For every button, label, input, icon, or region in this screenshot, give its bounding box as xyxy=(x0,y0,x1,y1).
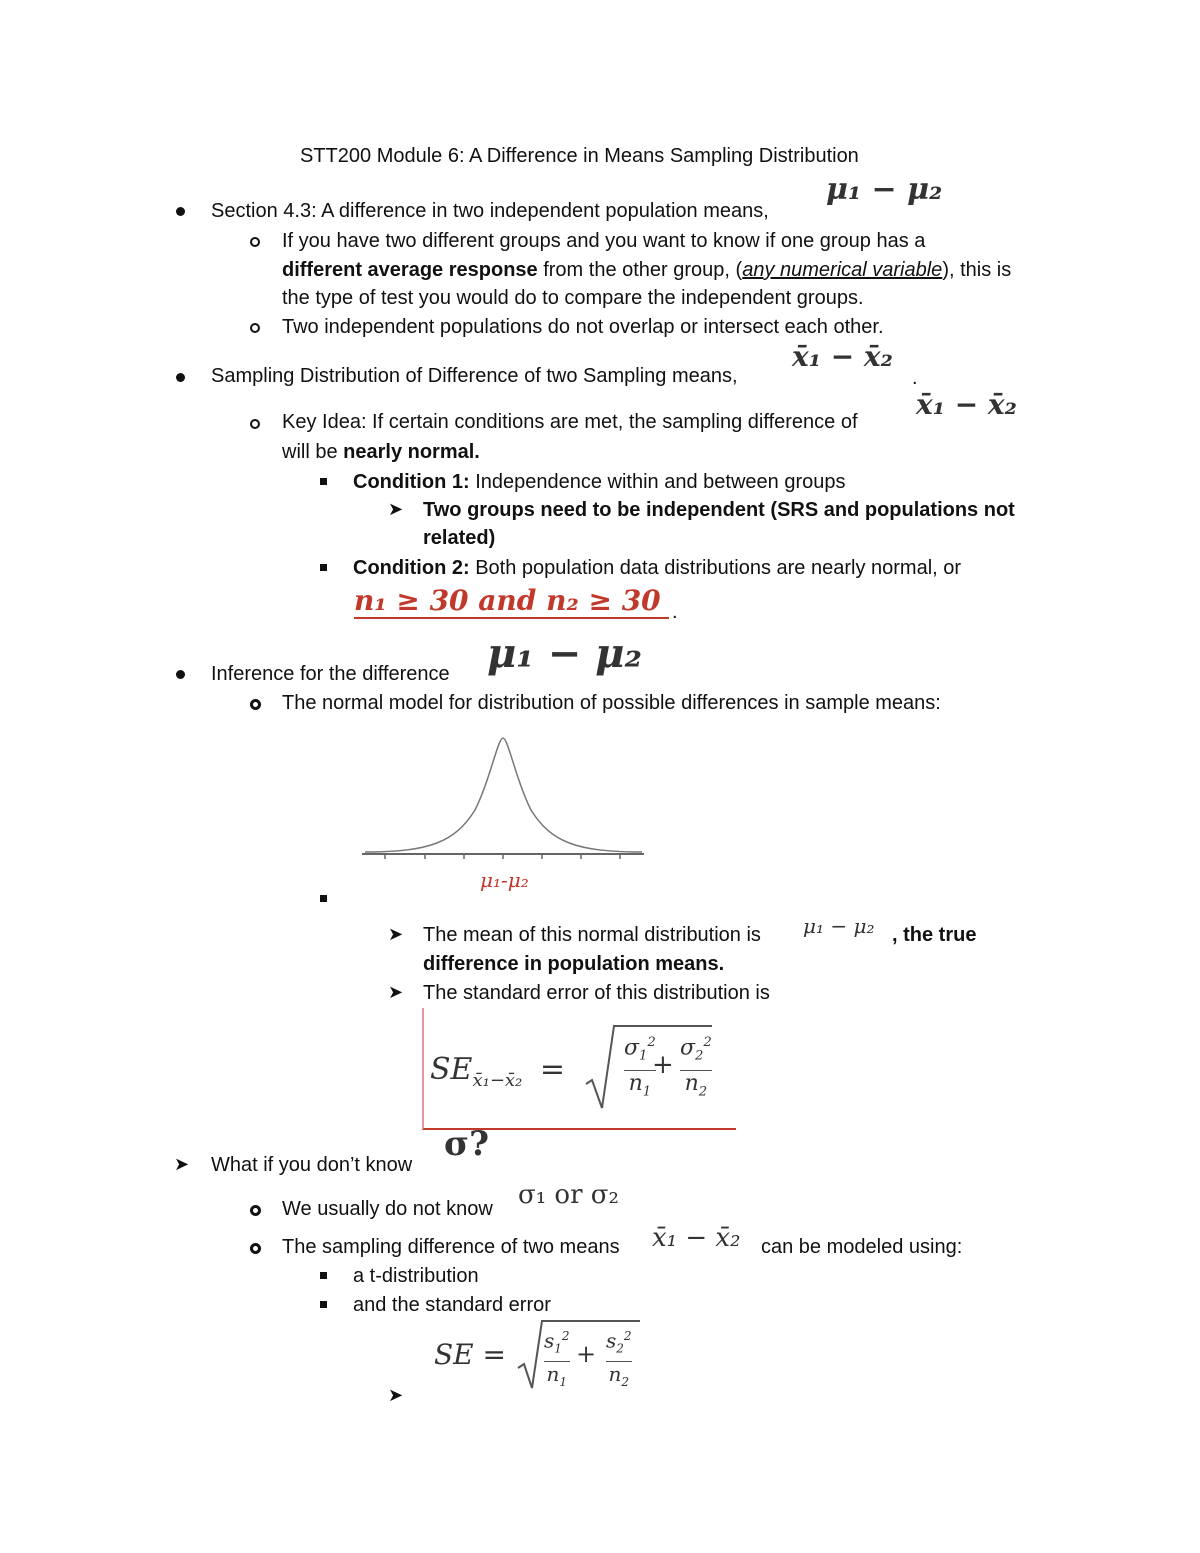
bullet xyxy=(176,207,185,216)
condition-2 xyxy=(353,554,961,582)
equals-sign: = xyxy=(539,1052,565,1087)
bullet-square xyxy=(320,478,327,485)
condition-1-detail-line1: Two groups need to be independent (SRS and populations not xyxy=(423,499,1015,521)
sampling-difference-text: The sampling difference of two means xyxy=(282,1236,620,1258)
bullet xyxy=(176,670,185,679)
nearly-normal-text: nearly normal. xyxy=(343,441,480,463)
bullet-square xyxy=(320,1272,327,1279)
se-label xyxy=(430,1052,565,1091)
xbar-difference-formula: x̄₁ − x̄₂ xyxy=(792,340,893,373)
modeled-using-text: can be modeled using: xyxy=(761,1236,963,1258)
se-subscript: x̄₁−x̄₂ xyxy=(472,1070,523,1091)
condition-2-text: Both population data distributions are nearly normal, or xyxy=(469,557,962,579)
sample-size-condition-formula: n₁ ≥ 30 and n₂ ≥ 30 xyxy=(354,584,669,619)
period: . xyxy=(672,601,678,623)
sampling-distribution-text: Sampling Distribution of Difference of two Sampling means, xyxy=(211,365,738,387)
different-average-response: different average response xyxy=(282,259,538,281)
se-formula-sigma xyxy=(422,1008,736,1130)
condition-1-text: Independence within and between groups xyxy=(469,471,846,493)
what-if-text: What if you don’t know xyxy=(211,1154,413,1176)
groups-text-end: ), this is xyxy=(942,259,1012,281)
plus-sign: + xyxy=(576,1340,597,1368)
bullet-circle xyxy=(250,419,260,429)
xbar-difference-formula: x̄₁ − x̄₂ xyxy=(916,388,1017,421)
plus-sign: + xyxy=(652,1050,674,1080)
se-symbol: SE xyxy=(430,1052,473,1087)
bullet-arrow: ➤ xyxy=(388,499,404,519)
normal-curve xyxy=(365,738,642,852)
mu-difference-formula: μ₁ − μ₂ xyxy=(803,914,875,938)
usually-not-know-text: We usually do not know xyxy=(282,1198,493,1220)
will-be-text: will be xyxy=(282,441,344,463)
condition-1-label: Condition 1: xyxy=(353,471,470,493)
normal-curve-figure xyxy=(360,730,650,865)
bullet-circle xyxy=(250,237,260,247)
mean-text: The mean of this normal distribution is xyxy=(423,924,761,946)
mean-line xyxy=(423,921,761,949)
condition-1 xyxy=(353,468,845,496)
bullet-circle xyxy=(250,1243,261,1254)
true-difference-text: , the true xyxy=(892,924,977,946)
sigma-pair: σ₁ or σ₂ xyxy=(518,1180,619,1210)
condition-2-label: Condition 2: xyxy=(353,557,470,579)
t-distribution-text: a t-distribution xyxy=(353,1265,479,1287)
bullet-square xyxy=(320,1301,327,1308)
bullet-circle xyxy=(250,323,260,333)
normal-model-text: The normal model for distribution of possible differences in sample means: xyxy=(282,692,941,714)
groups-text-line3: the type of test you would do to compare the independent groups. xyxy=(282,287,864,309)
inference-text: Inference for the difference xyxy=(211,663,450,685)
section-4-3-text: Section 4.3: A difference in two independent population means, xyxy=(211,200,769,222)
bullet-arrow: ➤ xyxy=(388,982,404,1002)
se2-label: SE = xyxy=(434,1338,506,1371)
groups-text-line1: If you have two different groups and you want to know if one group has a xyxy=(282,230,926,252)
bullet-square xyxy=(320,564,327,571)
sigma1-sq-over-n1: $\sigma_1^2$ $n_1$ xyxy=(624,1030,656,1105)
sigma-question: σ? xyxy=(444,1124,489,1164)
sigma2-sq-over-n2: $\sigma_2^2$ $n_2$ xyxy=(680,1030,712,1105)
condition-1-detail-line2: related) xyxy=(423,527,496,549)
bullet-arrow: ➤ xyxy=(174,1154,190,1174)
groups-text-mid: from the other group, ( xyxy=(537,259,743,281)
bullet-square xyxy=(320,895,327,902)
se-formula-s xyxy=(424,1318,654,1392)
period: . xyxy=(912,367,918,389)
bullet-arrow: ➤ xyxy=(388,924,404,944)
standard-error-text: The standard error of this distribution is xyxy=(423,982,770,1004)
nearly-normal-line xyxy=(282,438,480,466)
independent-populations-text: Two independent populations do not overlap or intersect each other. xyxy=(282,316,884,338)
bullet-circle xyxy=(250,1205,261,1216)
population-difference-text: difference in population means. xyxy=(423,953,725,975)
curve-center-label: μ₁-μ₂ xyxy=(480,868,529,892)
key-idea-text: Key Idea: If certain conditions are met, the sampling difference of xyxy=(282,411,858,433)
s2-sq-over-n2: $s_2^2$ $n_2$ xyxy=(606,1324,632,1394)
s1-sq-over-n1: $s_1^2$ $n_1$ xyxy=(544,1324,570,1394)
mu-difference-formula: μ₁ − μ₂ xyxy=(826,172,943,207)
bullet-circle xyxy=(250,699,261,710)
bullet-arrow: ➤ xyxy=(388,1385,404,1405)
numerical-variable-link[interactable]: any numerical variable xyxy=(742,259,943,281)
page-title: STT200 Module 6: A Difference in Means Sampling Distribution xyxy=(300,145,859,167)
bullet xyxy=(176,373,185,382)
standard-error-item-text: and the standard error xyxy=(353,1294,551,1316)
mu-difference-formula: μ₁ − μ₂ xyxy=(487,630,642,677)
groups-text-line2 xyxy=(282,256,1011,284)
xbar-difference-formula: x̄₁ − x̄₂ xyxy=(652,1223,741,1253)
